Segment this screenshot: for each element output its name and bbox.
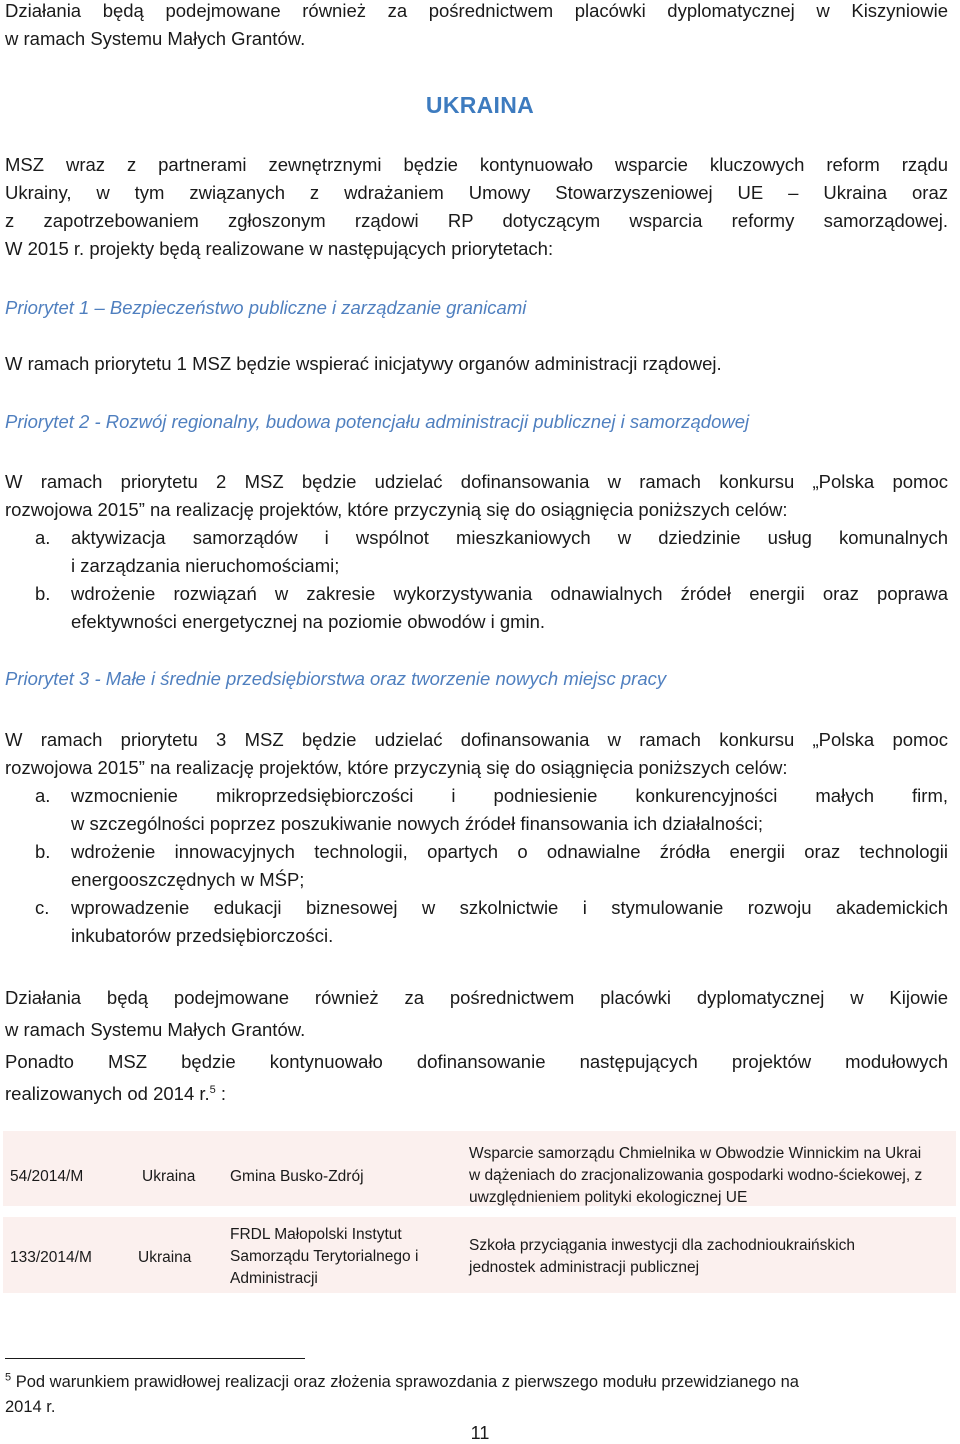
- text-line: Działania będą podejmowane również za pośrednictwem placówki dyplomatycznej w Kijowie: [5, 987, 948, 1008]
- list-item: [5, 782, 948, 838]
- list-marker: b.: [35, 841, 51, 862]
- text-fragment: realizowanych od 2014 r.: [5, 1083, 210, 1104]
- text-line: w dążeniach do zracjonalizowania gospodarki wodno-ściekowej, z: [469, 1167, 923, 1184]
- project-country: Ukraina: [138, 1249, 192, 1266]
- footnote: [5, 1370, 945, 1420]
- text-line: [5, 1078, 948, 1110]
- text-line: MSZ wraz z partnerami zewnętrznymi będzie kontynuowało wsparcie kluczowych reform rządu: [5, 154, 948, 175]
- text-line: z zapotrzebowaniem zgłoszonym rządowi RP dotyczącym wsparcia reformy samorządowej.: [5, 210, 948, 231]
- text-line: Wsparcie samorządu Chmielnika w Obwodzie Winnickim na Ukrai: [469, 1145, 922, 1162]
- project-number: 133/2014/M: [10, 1249, 92, 1266]
- priority-1-text: [5, 350, 948, 378]
- text-line: w ramach Systemu Małych Grantów.: [5, 28, 306, 49]
- text-line: wzmocnienie mikroprzedsiębiorczości i podniesienie konkurencyjności małych firm,: [71, 785, 948, 806]
- text-line: Działania będą podejmowane również za pośrednictwem placówki dyplomatycznej w Kiszyniowie: [5, 0, 948, 21]
- text-line: FRDL Małopolski Instytut: [230, 1226, 402, 1243]
- text-line: Samorządu Terytorialnego i: [230, 1248, 419, 1265]
- project-title: [469, 1143, 956, 1209]
- project-number: 54/2014/M: [10, 1168, 84, 1185]
- list-marker: c.: [35, 897, 50, 918]
- project-title: [469, 1235, 956, 1279]
- list-marker: a.: [35, 527, 51, 548]
- moldova-closing-paragraph: [5, 0, 948, 53]
- ukraine-closing-paragraph: [5, 982, 948, 1046]
- page-number: 11: [470, 1423, 490, 1443]
- modular-projects-intro: [5, 1046, 948, 1110]
- text-line: w ramach Systemu Małych Grantów.: [5, 1019, 306, 1040]
- list-item: [5, 838, 948, 894]
- text-line: aktywizacja samorządów i wspólnot mieszkaniowych w dziedzinie usług komunalnych: [71, 527, 948, 548]
- text-line: i zarządzania nieruchomościami;: [71, 555, 340, 576]
- text-line: energooszczędnych w MŚP;: [71, 869, 305, 890]
- project-country: Ukraina: [142, 1168, 196, 1185]
- text-line: rozwojowa 2015” na realizację projektów, które przyczynią się do osiągnięcia poniższych celów:: [5, 757, 788, 778]
- text-line: W ramach priorytetu 2 MSZ będzie udzielać dofinansowania w ramach konkursu „Polska pomoc: [5, 471, 948, 492]
- priority-3-goals-list: [5, 782, 948, 950]
- text-line: Szkoła przyciągania inwestycji dla zachodnioukraińskich: [469, 1237, 855, 1254]
- priority-2-goals-list: [5, 524, 948, 636]
- text-line: Gmina Busko-Zdrój: [230, 1168, 364, 1185]
- footnote-number: 5: [5, 1371, 12, 1384]
- text-line: w szczególności poprzez poszukiwanie nowych źródeł finansowania ich działalności;: [71, 813, 764, 834]
- text-fragment: Pod warunkiem prawidłowej realizacji oraz złożenia sprawozdania z pierwszego modułu przewidzianego na: [15, 1373, 799, 1391]
- text-line: jednostek administracji publicznej: [469, 1259, 700, 1276]
- project-partner: [230, 1224, 418, 1290]
- footnote-reference[interactable]: 5: [209, 1083, 216, 1096]
- text-line: Administracji: [230, 1270, 318, 1287]
- footnote-separator: [5, 1358, 305, 1359]
- priority-3-heading: Priorytet 3 - Małe i średnie przedsiębiorstwa oraz tworzenie nowych miejsc pracy: [5, 668, 667, 689]
- text-line: uwzględnieniem polityki ekologicznej UE: [469, 1189, 748, 1206]
- text-line: rozwojowa 2015” na realizację projektów, które przyczynią się do osiągnięcia poniższych celów:: [5, 499, 788, 520]
- list-item: [5, 580, 948, 636]
- text-line: W ramach priorytetu 1 MSZ będzie wspierać inicjatywy organów administracji rządowej.: [5, 353, 722, 374]
- list-item: [5, 894, 948, 950]
- list-item: [5, 524, 948, 580]
- priority-1-heading: Priorytet 1 – Bezpieczeństwo publiczne i zarządzanie granicami: [5, 297, 527, 318]
- text-line: wdrożenie innowacyjnych technologii, opartych o odnawialne źródła energii oraz technologii: [71, 841, 948, 862]
- project-partner: [230, 1166, 364, 1188]
- ukraine-intro-paragraph: [5, 151, 948, 263]
- text-line: W ramach priorytetu 3 MSZ będzie udzielać dofinansowania w ramach konkursu „Polska pomoc: [5, 729, 948, 750]
- text-line: Ukrainy, w tym związanych z wdrażaniem Umowy Stowarzyszeniowej UE – Ukraina oraz: [5, 182, 948, 203]
- list-marker: a.: [35, 785, 51, 806]
- priority-2-heading: Priorytet 2 - Rozwój regionalny, budowa potencjału administracji publicznej i samorządowej: [5, 411, 750, 432]
- modular-projects-table: [3, 1131, 956, 1293]
- text-line: Ponadto MSZ będzie kontynuowało dofinansowanie następujących projektów modułowych: [5, 1051, 948, 1072]
- text-fragment: :: [220, 1083, 227, 1104]
- list-marker: b.: [35, 583, 51, 604]
- priority-3-text: [5, 726, 948, 782]
- priority-2-text: [5, 468, 948, 524]
- text-line: inkubatorów przedsiębiorczości.: [71, 925, 334, 946]
- text-line: 2014 r.: [5, 1398, 56, 1416]
- text-line: [5, 1370, 945, 1395]
- section-heading-ukraine: UKRAINA: [425, 92, 535, 118]
- text-line: W 2015 r. projekty będą realizowane w następujących priorytetach:: [5, 238, 554, 259]
- text-line: wdrożenie rozwiązań w zakresie wykorzystywania odnawialnych źródeł energii oraz poprawa: [71, 583, 948, 604]
- text-line: wprowadzenie edukacji biznesowej w szkolnictwie i stymulowanie rozwoju akademickich: [71, 897, 948, 918]
- text-line: efektywności energetycznej na poziomie obwodów i gmin.: [71, 611, 546, 632]
